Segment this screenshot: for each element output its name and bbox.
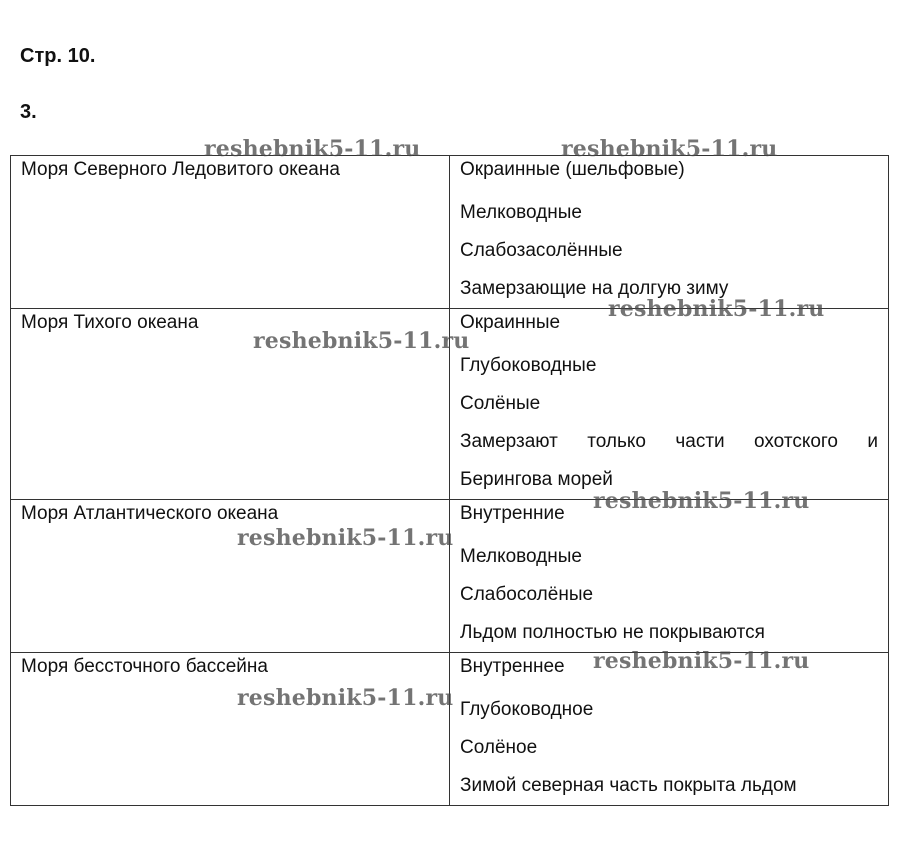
- task-number: 3.: [20, 101, 37, 123]
- watermark: reshebnik5-11.ru: [237, 525, 454, 551]
- trait-item: Солёные: [460, 393, 541, 414]
- trait-item: Окраинные: [460, 312, 561, 333]
- sea-name: Моря Северного Ледовитого океана: [21, 159, 340, 180]
- trait-item: Мелководные: [460, 202, 582, 223]
- table-row: [11, 156, 889, 309]
- sea-name: Моря бессточного бассейна: [21, 656, 268, 677]
- sea-name-cell: [11, 156, 450, 309]
- watermark: reshebnik5-11.ru: [593, 648, 810, 674]
- trait-item: Солёное: [460, 737, 538, 758]
- table-row: [11, 309, 889, 500]
- watermark: reshebnik5-11.ru: [253, 328, 470, 354]
- sea-name: Моря Атлантического океана: [21, 503, 279, 524]
- trait-item: Слабосолёные: [460, 584, 594, 605]
- trait-item: Глубоководное: [460, 699, 594, 720]
- watermark: reshebnik5-11.ru: [237, 685, 454, 711]
- trait-item: Льдом полностью не покрываются: [460, 622, 765, 643]
- watermark: reshebnik5-11.ru: [593, 488, 810, 514]
- sea-name-cell: [11, 500, 450, 653]
- trait-item: Зимой северная часть покрыта льдом: [460, 775, 797, 796]
- trait-item: Внутреннее: [460, 656, 565, 677]
- trait-item: Замерзающие на долгую зиму: [460, 278, 729, 299]
- trait-item: Слабозасолённые: [460, 240, 623, 261]
- sea-name: Моря Тихого океана: [21, 312, 199, 333]
- trait-item: Берингова морей: [460, 469, 613, 490]
- page-header: Стр. 10.: [20, 45, 96, 67]
- answer-table: [10, 155, 889, 806]
- table-row: [11, 500, 889, 653]
- traits-cell: [450, 309, 889, 500]
- watermark: reshebnik5-11.ru: [608, 296, 825, 322]
- trait-item: Внутренние: [460, 503, 565, 524]
- traits-cell: [450, 500, 889, 653]
- trait-item: Мелководные: [460, 546, 582, 567]
- trait-item: Замерзают только части охотского и: [460, 431, 878, 452]
- trait-item: Окраинные (шельфовые): [460, 159, 685, 180]
- trait-item: Глубоководные: [460, 355, 597, 376]
- sea-name-cell: [11, 309, 450, 500]
- table-row: [11, 653, 889, 806]
- watermark: reshebnik5-11.ru: [204, 136, 421, 162]
- sea-name-cell: [11, 653, 450, 806]
- traits-cell: [450, 653, 889, 806]
- watermark: reshebnik5-11.ru: [561, 136, 778, 162]
- traits-cell: [450, 156, 889, 309]
